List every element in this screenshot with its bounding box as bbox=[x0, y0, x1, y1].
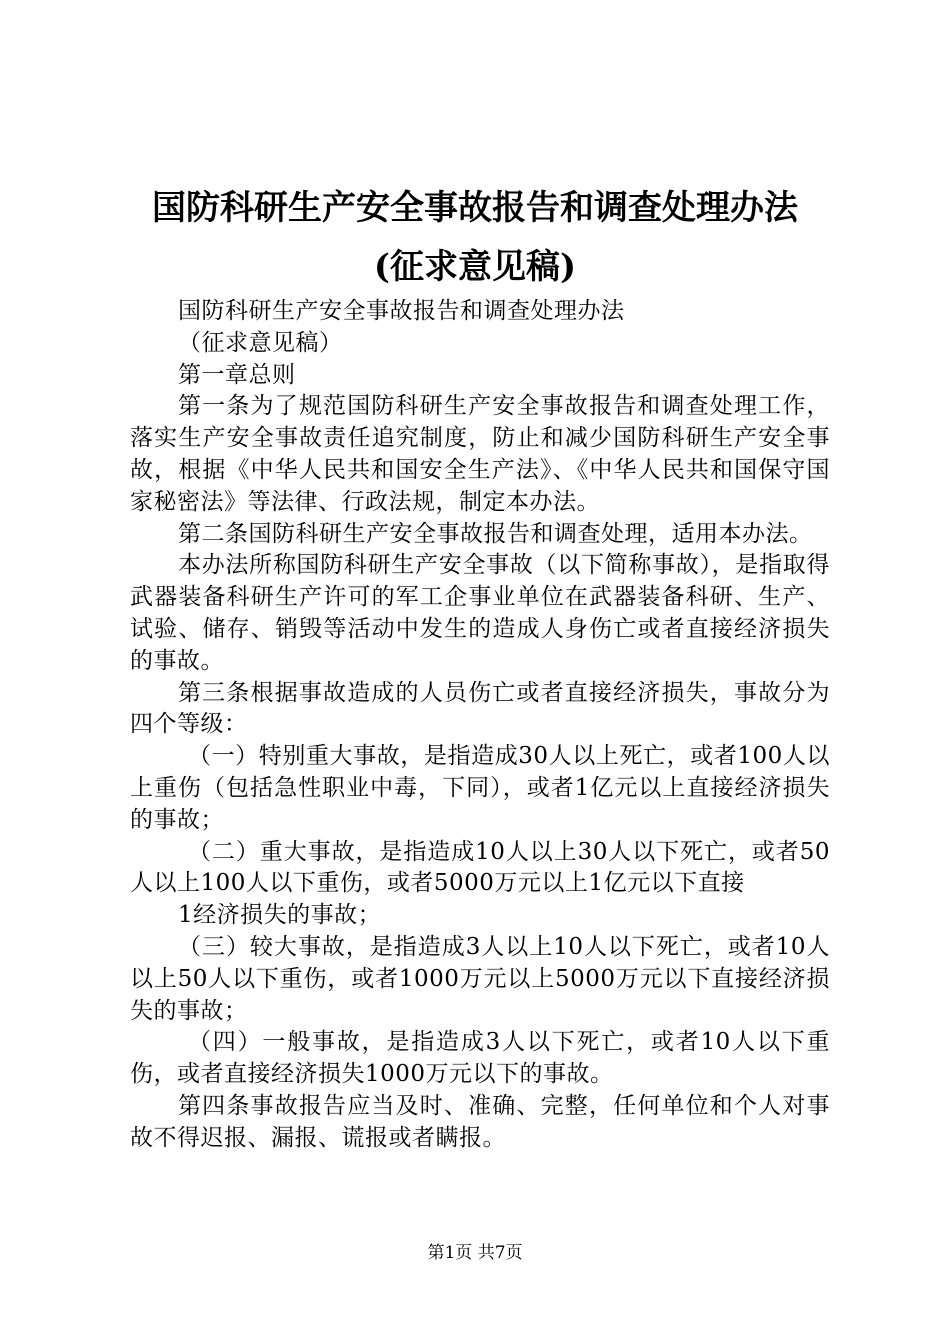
article-2-definition: 本办法所称国防科研生产安全事故（以下简称事故），是指取得武器装备科研生产许可的军工企事业单位在武器装备科研、生产、试验、储存、销毁等活动中发生的造成人身伤亡或者直接经济损失的事故。 bbox=[130, 552, 830, 674]
article-4: 第四条事故报告应当及时、准确、完整，任何单位和个人对事故不得迟报、漏报、谎报或者瞒报。 bbox=[130, 1092, 830, 1151]
article-3-item-1: （一）特别重大事故，是指造成30人以上死亡，或者100人以上重伤（包括急性职业中毒，下同），或者1亿元以上直接经济损失的事故； bbox=[130, 743, 830, 833]
chapter-heading: 第一章总则 bbox=[178, 361, 296, 388]
body-subheading: （征求意见稿） bbox=[178, 329, 343, 356]
article-3-item-3: （三）较大事故，是指造成3人以上10人以下死亡，或者10人以上50人以下重伤，或者1000万元以上5000万元以下直接经济损失的事故； bbox=[130, 933, 830, 1024]
article-3-item-2-continued: 1经济损失的事故； bbox=[178, 902, 382, 929]
document-title: 国防科研生产安全事故报告和调查处理办法 bbox=[152, 188, 798, 228]
page-number: 第1页 共7页 bbox=[427, 1243, 523, 1263]
body-heading: 国防科研生产安全事故报告和调查处理办法 bbox=[178, 298, 625, 324]
article-3-item-2: （二）重大事故，是指造成10人以上30人以下死亡，或者50人以上100人以下重伤，或者5000万元以上1亿元以下直接 bbox=[130, 838, 830, 897]
document-body bbox=[130, 296, 830, 1155]
article-3: 第三条根据事故造成的人员伤亡或者直接经济损失，事故分为四个等级： bbox=[130, 679, 830, 738]
article-2: 第二条国防科研生产安全事故报告和调查处理，适用本办法。 bbox=[178, 520, 813, 547]
article-3-item-4: （四）一般事故，是指造成3人以下死亡，或者10人以下重伤，或者直接经济损失1000万元以下的事故。 bbox=[130, 1029, 830, 1088]
document-subtitle: (征求意见稿) bbox=[373, 247, 577, 287]
article-1: 第一条为了规范国防科研生产安全事故报告和调查处理工作，落实生产安全事故责任追究制度，防止和减少国防科研生产安全事故，根据《中华人民共和国安全生产法》、《中华人民共和国保守国家秘密法》等法律、行政法规，制定本办法。 bbox=[130, 393, 830, 515]
